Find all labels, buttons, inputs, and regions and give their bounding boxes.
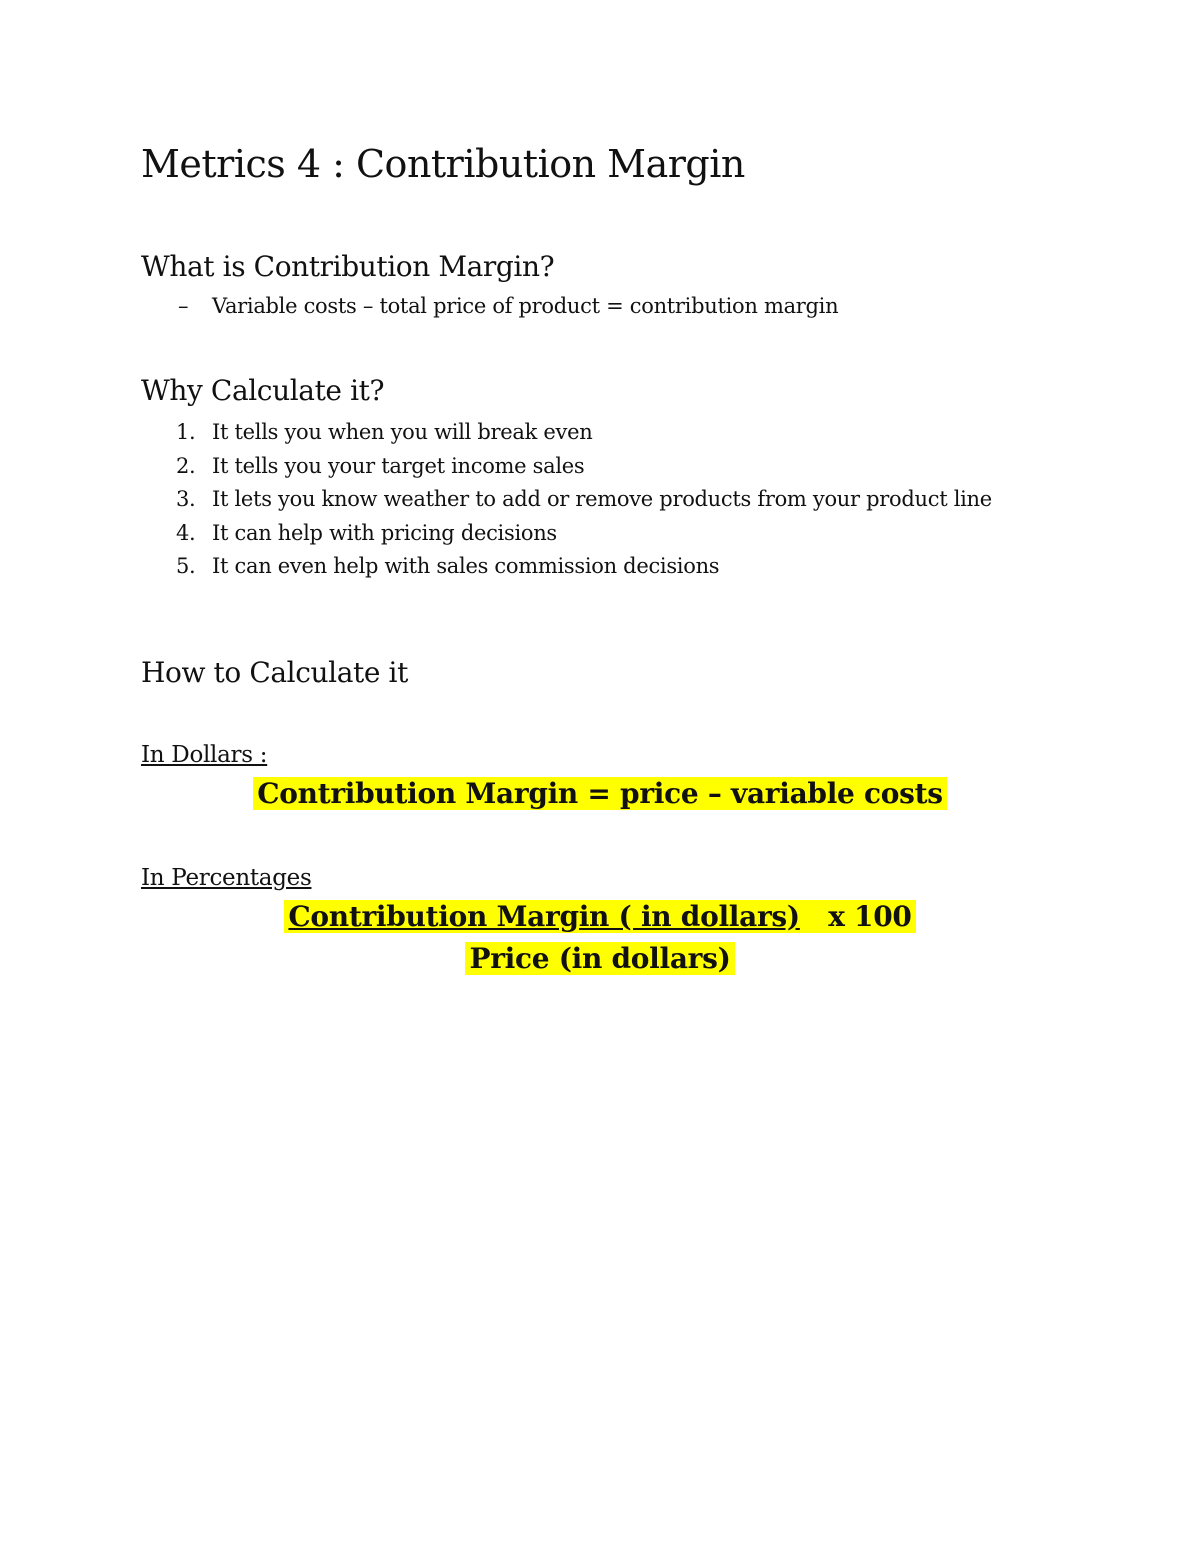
list-number: 5. (176, 554, 196, 578)
definition-text: Variable costs – total price of product = contribution margin (212, 294, 839, 318)
formula-multiplier: x 100 (799, 900, 912, 933)
formula-dollars (0, 776, 1200, 812)
label-in-percentages: In Percentages (141, 865, 312, 891)
list-text: It can even help with sales commission decisions (212, 554, 720, 578)
list-text: It tells you when you will break even (212, 420, 593, 444)
list-item (176, 450, 1056, 484)
list-item (176, 550, 1056, 584)
formula-percent-denominator-line (0, 941, 1200, 977)
list-text: It lets you know weather to add or remove products from your product line (212, 487, 992, 511)
formula-percent-highlight (284, 900, 915, 933)
list-text: It tells you your target income sales (212, 453, 585, 478)
list-number: 4. (176, 520, 196, 545)
label-in-dollars: In Dollars : (141, 742, 268, 768)
list-number: 2. (176, 453, 196, 478)
dash-bullet: – (178, 294, 189, 318)
formula-dollars-text: Contribution Margin = price – variable costs (253, 777, 946, 810)
list-item (176, 416, 1056, 450)
formula-denominator: Price (in dollars) (465, 942, 734, 975)
formula-percent-numerator-line (0, 899, 1200, 935)
list-item (176, 517, 1056, 551)
document-title: Metrics 4 : Contribution Margin (141, 142, 745, 186)
formula-numerator: Contribution Margin ( in dollars) (288, 900, 800, 933)
list-number: 1. (176, 420, 196, 444)
list-number: 3. (176, 487, 196, 511)
list-text: It can help with pricing decisions (212, 520, 557, 545)
reasons-list (176, 416, 1056, 584)
heading-how-to-calculate: How to Calculate it (141, 656, 408, 689)
heading-why-calculate: Why Calculate it? (141, 374, 385, 407)
heading-what-is: What is Contribution Margin? (141, 250, 555, 283)
list-item (176, 483, 1056, 517)
